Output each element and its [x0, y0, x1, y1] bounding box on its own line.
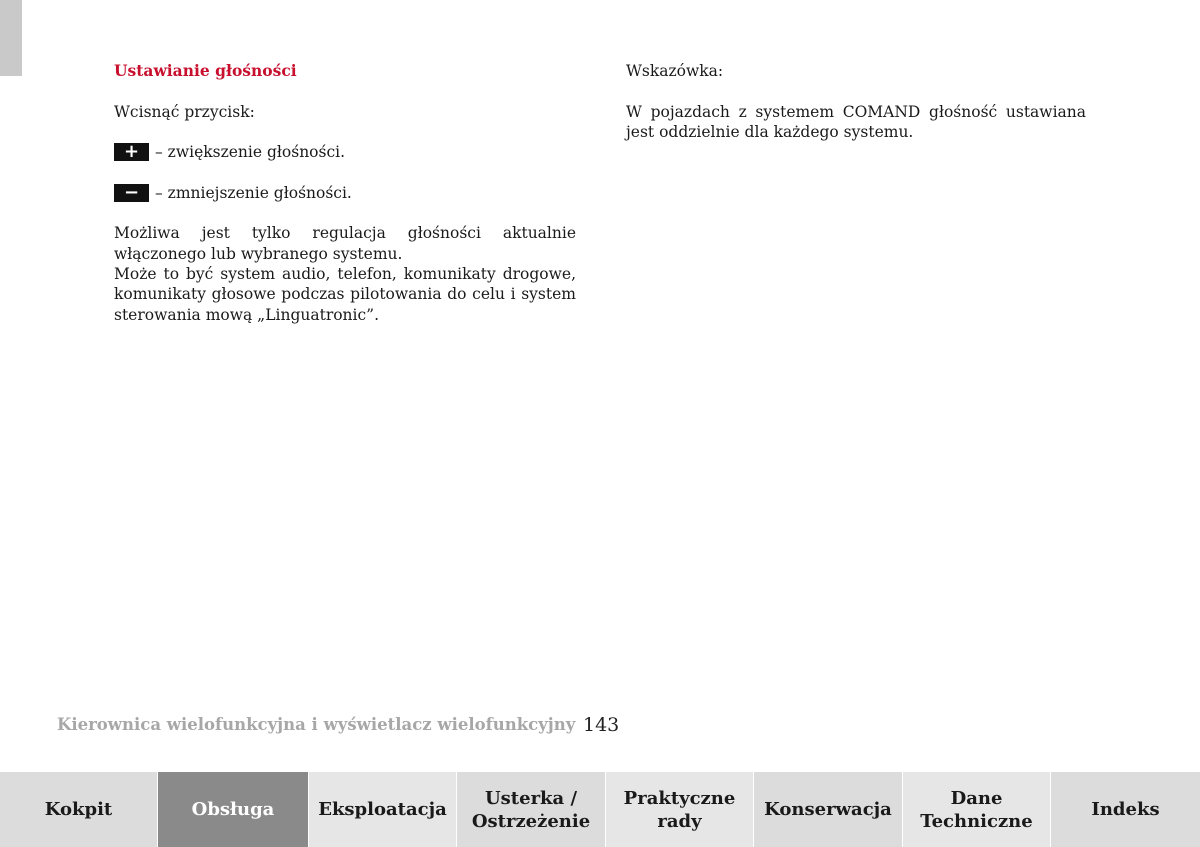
minus-key-text: – zmniejszenie głośności.	[155, 183, 352, 202]
tab-konserwacja[interactable]: Konserwacja	[754, 772, 903, 847]
footer-section-title: Kierownica wielofunkcyjna i wyświetlacz wielofunkcyjny	[57, 715, 576, 734]
paragraph-regulation: Możliwa jest tylko regulacja głośności aktualnie włączonego lub wybranego systemu.	[114, 224, 576, 263]
minus-key-icon: −	[114, 184, 149, 202]
page-number: 143	[583, 714, 620, 736]
tab-eksploatacja[interactable]: Eksploatacja	[309, 772, 457, 847]
tab-praktyczne-rady[interactable]: Praktyczne rady	[606, 772, 754, 847]
left-column	[114, 61, 576, 325]
minus-key-line	[114, 183, 576, 203]
plus-key-icon: +	[114, 143, 149, 161]
right-column	[626, 61, 1086, 142]
tab-obsluga[interactable]: Obsługa	[158, 772, 309, 847]
note-label: Wskazówka:	[626, 62, 724, 80]
paragraph-systems: Może to być system audio, telefon, komunikaty drogowe, komunikaty głosowe podczas pilotowania do celu i system sterowania mową „Linguatronic”.	[114, 264, 576, 324]
plus-key-text: – zwiększenie głośności.	[155, 143, 346, 162]
note-text: W pojazdach z systemem COMAND głośność ustawiana jest oddzielnie dla każdego systemu.	[626, 102, 1086, 141]
corner-tab-marker	[0, 0, 22, 76]
section-heading: Ustawianie głośności	[114, 61, 297, 80]
chapter-navigation	[0, 772, 1200, 847]
plus-key-line	[114, 142, 576, 162]
tab-dane-techniczne[interactable]: Dane Techniczne	[903, 772, 1051, 847]
tab-kokpit[interactable]: Kokpit	[0, 772, 158, 847]
tab-indeks[interactable]: Indeks	[1051, 772, 1200, 847]
tab-usterka-ostrzezenie[interactable]: Usterka / Ostrzeżenie	[457, 772, 606, 847]
intro-text: Wcisnąć przycisk:	[114, 102, 255, 121]
